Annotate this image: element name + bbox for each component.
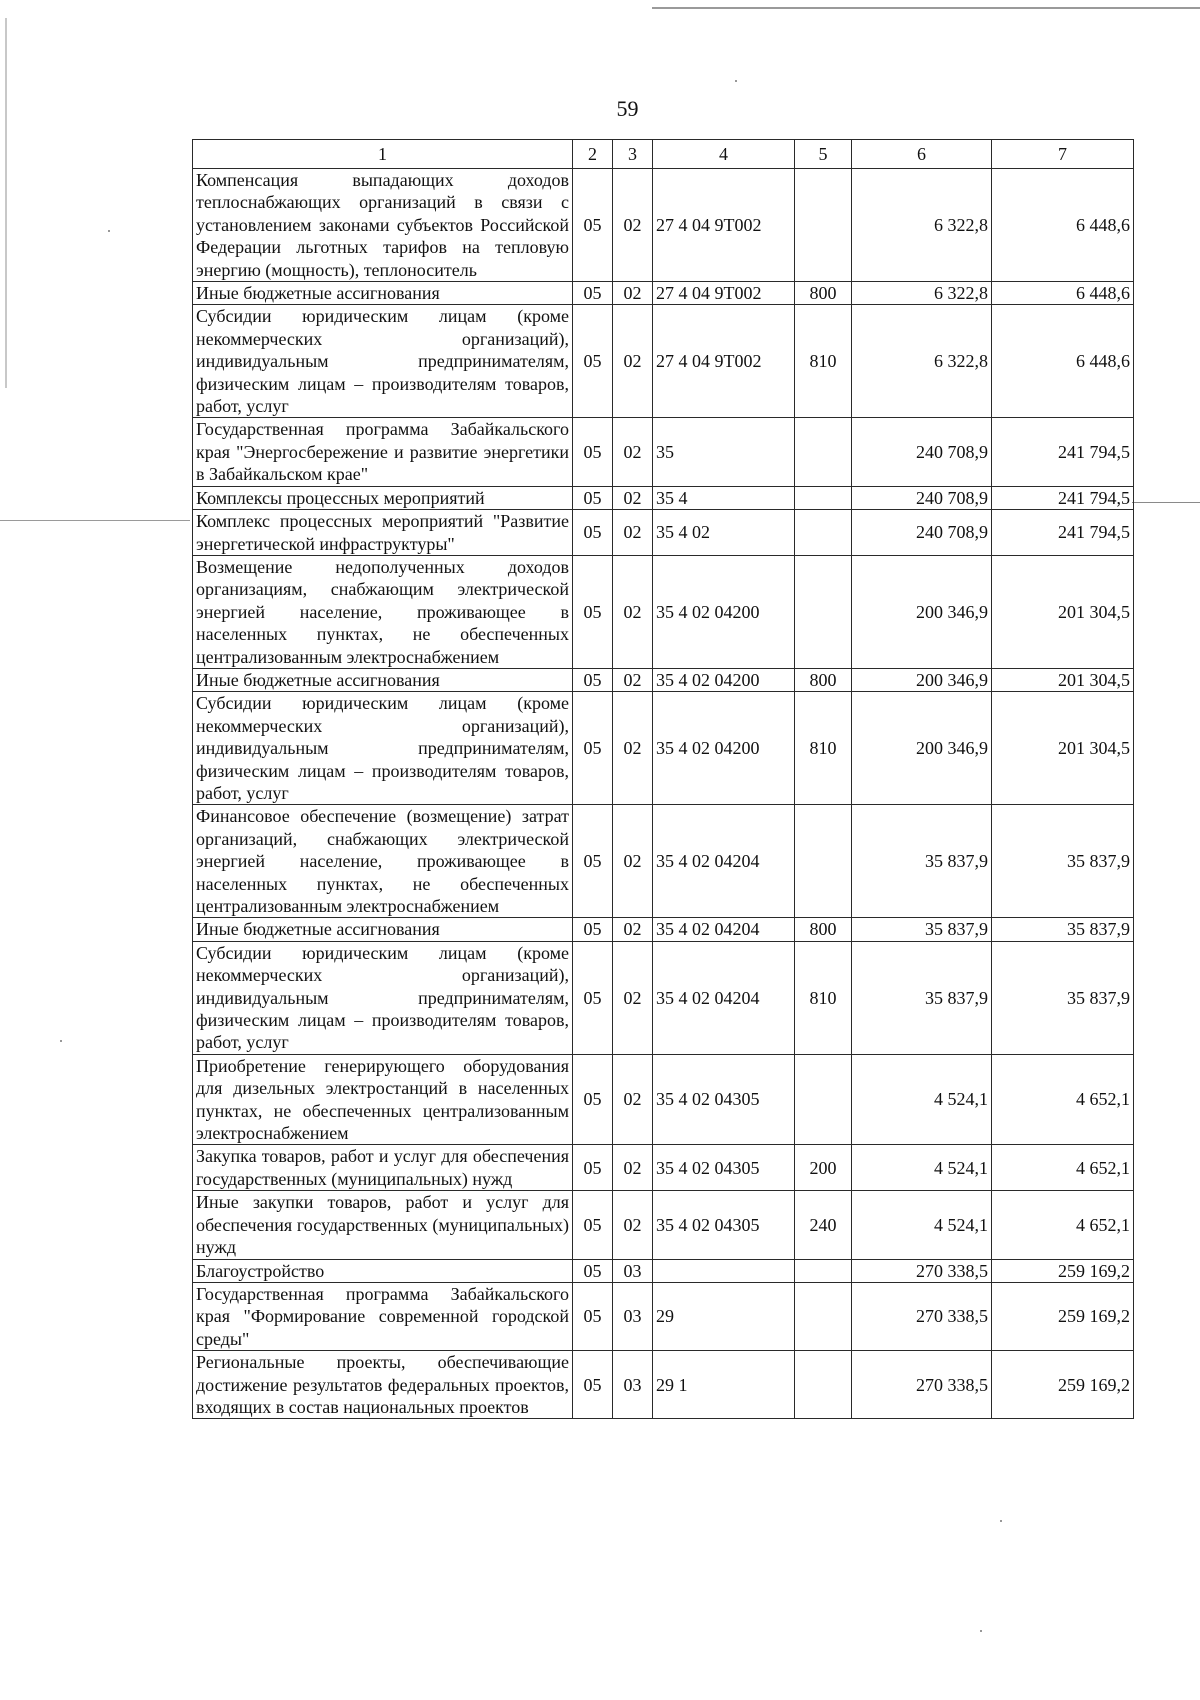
page-number: 59: [616, 96, 639, 121]
row-amount-year1: 240 708,9: [852, 510, 992, 556]
row-amount-year2: 201 304,5: [992, 555, 1134, 668]
table-row: [193, 1054, 1134, 1145]
row-amount-year1: 200 346,9: [852, 692, 992, 805]
header-cell: 4: [653, 140, 795, 169]
row-amount-year1: 270 338,5: [852, 1259, 992, 1282]
row-amount-year1: 270 338,5: [852, 1351, 992, 1419]
row-target-article: 35 4 02 04204: [653, 918, 795, 941]
table-row: [193, 941, 1134, 1054]
row-expense-type: [795, 169, 852, 282]
row-amount-year2: 259 169,2: [992, 1351, 1134, 1419]
row-expense-type: [795, 510, 852, 556]
row-amount-year2: 259 169,2: [992, 1259, 1134, 1282]
table-row: [193, 805, 1134, 918]
row-name: Возмещение недополученных доходов организациям, снабжающим электрической энергией население, проживающее в населенных пунктах, не обеспеченных централизованным электроснабжением: [193, 555, 573, 668]
row-amount-year1: 35 837,9: [852, 918, 992, 941]
row-amount-year2: 4 652,1: [992, 1191, 1134, 1259]
row-expense-type: 800: [795, 282, 852, 305]
row-expense-type: 810: [795, 692, 852, 805]
scan-artifact-line: [1132, 502, 1200, 503]
row-name: Субсидии юридическим лицам (кроме некоммерческих организаций), индивидуальным предпринимателям, физическим лицам – производителям товаров, работ, услуг: [193, 692, 573, 805]
row-expense-type: [795, 418, 852, 486]
header-cell: 5: [795, 140, 852, 169]
row-amount-year2: 35 837,9: [992, 941, 1134, 1054]
scan-artifact-line: [5, 18, 7, 388]
row-amount-year2: 6 448,6: [992, 282, 1134, 305]
row-subsection: 02: [613, 918, 653, 941]
table-row: [193, 169, 1134, 282]
row-target-article: 35 4 02: [653, 510, 795, 556]
header-cell: 2: [573, 140, 613, 169]
row-section: 05: [573, 941, 613, 1054]
row-section: 05: [573, 668, 613, 691]
row-name: Финансовое обеспечение (возмещение) затрат организаций, снабжающих электрической энергией население, проживающее в населенных пунктах, не обеспеченных централизованным электроснабжением: [193, 805, 573, 918]
row-amount-year1: 4 524,1: [852, 1191, 992, 1259]
budget-table: [192, 139, 1134, 1419]
table-row: [193, 555, 1134, 668]
row-expense-type: [795, 805, 852, 918]
row-amount-year1: 270 338,5: [852, 1282, 992, 1350]
row-subsection: 02: [613, 282, 653, 305]
row-target-article: 35 4 02 04305: [653, 1054, 795, 1145]
row-subsection: 02: [613, 1054, 653, 1145]
row-name: Компенсация выпадающих доходов теплоснабжающих организаций в связи с установлением законами субъектов Российской Федерации льготных тарифов на тепловую энергию (мощность), теплоноситель: [193, 169, 573, 282]
row-name: Благоустройство: [193, 1259, 573, 1282]
row-subsection: 02: [613, 668, 653, 691]
row-target-article: [653, 1259, 795, 1282]
row-expense-type: [795, 1282, 852, 1350]
row-section: 05: [573, 805, 613, 918]
row-name: Государственная программа Забайкальского края "Формирование современной городской среды": [193, 1282, 573, 1350]
row-section: 05: [573, 486, 613, 509]
scan-speck: [735, 80, 737, 82]
row-name: Иные бюджетные ассигнования: [193, 918, 573, 941]
row-section: 05: [573, 555, 613, 668]
row-target-article: 27 4 04 9Т002: [653, 282, 795, 305]
header-cell: 7: [992, 140, 1134, 169]
table-header-row: [193, 140, 1134, 169]
row-expense-type: 800: [795, 918, 852, 941]
row-name: Закупка товаров, работ и услуг для обеспечения государственных (муниципальных) нужд: [193, 1145, 573, 1191]
row-subsection: 02: [613, 418, 653, 486]
row-expense-type: [795, 555, 852, 668]
header-cell: 6: [852, 140, 992, 169]
row-expense-type: 800: [795, 668, 852, 691]
scan-artifact-line: [652, 7, 1200, 9]
row-target-article: 35 4 02 04200: [653, 668, 795, 691]
row-amount-year1: 6 322,8: [852, 305, 992, 418]
row-target-article: 29: [653, 1282, 795, 1350]
row-section: 05: [573, 692, 613, 805]
row-amount-year2: 6 448,6: [992, 169, 1134, 282]
row-amount-year2: 4 652,1: [992, 1145, 1134, 1191]
row-name: Комплексы процессных мероприятий: [193, 486, 573, 509]
row-amount-year1: 35 837,9: [852, 805, 992, 918]
row-section: 05: [573, 1191, 613, 1259]
row-subsection: 02: [613, 1145, 653, 1191]
row-amount-year1: 4 524,1: [852, 1145, 992, 1191]
row-amount-year2: 35 837,9: [992, 805, 1134, 918]
row-amount-year2: 35 837,9: [992, 918, 1134, 941]
scan-speck: [108, 230, 110, 232]
row-name: Региональные проекты, обеспечивающие достижение результатов федеральных проектов, входящих в состав национальных проектов: [193, 1351, 573, 1419]
scan-speck: [980, 1630, 982, 1632]
row-amount-year1: 6 322,8: [852, 169, 992, 282]
row-section: 05: [573, 282, 613, 305]
row-amount-year2: 201 304,5: [992, 692, 1134, 805]
row-subsection: 02: [613, 305, 653, 418]
row-name: Иные бюджетные ассигнования: [193, 668, 573, 691]
row-name: Государственная программа Забайкальского края "Энергосбережение и развитие энергетики в Забайкальском крае": [193, 418, 573, 486]
row-amount-year2: 241 794,5: [992, 418, 1134, 486]
row-name: Комплекс процессных мероприятий "Развитие энергетической инфраструктуры": [193, 510, 573, 556]
row-amount-year1: 200 346,9: [852, 668, 992, 691]
row-subsection: 03: [613, 1351, 653, 1419]
table-row: [193, 692, 1134, 805]
row-subsection: 02: [613, 555, 653, 668]
row-amount-year1: 240 708,9: [852, 486, 992, 509]
row-section: 05: [573, 510, 613, 556]
row-target-article: 27 4 04 9Т002: [653, 169, 795, 282]
row-expense-type: 200: [795, 1145, 852, 1191]
table-row: [193, 1282, 1134, 1350]
row-target-article: 35 4 02 04204: [653, 805, 795, 918]
row-target-article: 35 4 02 04204: [653, 941, 795, 1054]
row-target-article: 35 4 02 04200: [653, 555, 795, 668]
table-row: [193, 282, 1134, 305]
table-row: [193, 1351, 1134, 1419]
table-row: [193, 918, 1134, 941]
row-expense-type: 240: [795, 1191, 852, 1259]
row-section: 05: [573, 1351, 613, 1419]
row-target-article: 29 1: [653, 1351, 795, 1419]
row-subsection: 02: [613, 941, 653, 1054]
row-expense-type: 810: [795, 941, 852, 1054]
table-row: [193, 418, 1134, 486]
row-subsection: 02: [613, 486, 653, 509]
row-amount-year2: 241 794,5: [992, 486, 1134, 509]
table-row: [193, 1191, 1134, 1259]
row-section: 05: [573, 305, 613, 418]
row-amount-year1: 6 322,8: [852, 282, 992, 305]
row-amount-year1: 200 346,9: [852, 555, 992, 668]
table-row: [193, 1145, 1134, 1191]
row-section: 05: [573, 1259, 613, 1282]
row-target-article: 35 4 02 04305: [653, 1145, 795, 1191]
table-row: [193, 1259, 1134, 1282]
row-amount-year2: 6 448,6: [992, 305, 1134, 418]
row-section: 05: [573, 918, 613, 941]
row-subsection: 02: [613, 1191, 653, 1259]
row-name: Иные бюджетные ассигнования: [193, 282, 573, 305]
row-subsection: 02: [613, 805, 653, 918]
scan-speck: [1000, 1520, 1002, 1522]
row-name: Субсидии юридическим лицам (кроме некоммерческих организаций), индивидуальным предпринимателям, физическим лицам – производителям товаров, работ, услуг: [193, 941, 573, 1054]
row-expense-type: [795, 1054, 852, 1145]
header-cell: 1: [193, 140, 573, 169]
row-subsection: 02: [613, 510, 653, 556]
row-section: 05: [573, 1282, 613, 1350]
scan-speck: [60, 1040, 62, 1042]
row-target-article: 35 4 02 04200: [653, 692, 795, 805]
scan-artifact-line: [0, 520, 190, 521]
row-subsection: 02: [613, 169, 653, 282]
row-target-article: 35 4: [653, 486, 795, 509]
row-amount-year2: 241 794,5: [992, 510, 1134, 556]
table-row: [193, 510, 1134, 556]
row-amount-year2: 201 304,5: [992, 668, 1134, 691]
row-target-article: 27 4 04 9Т002: [653, 305, 795, 418]
table-row: [193, 486, 1134, 509]
row-amount-year2: 4 652,1: [992, 1054, 1134, 1145]
row-name: Приобретение генерирующего оборудования для дизельных электростанций в населенных пунктах, не обеспеченных централизованным электроснабжением: [193, 1054, 573, 1145]
row-name: Иные закупки товаров, работ и услуг для обеспечения государственных (муниципальных) нужд: [193, 1191, 573, 1259]
row-amount-year1: 240 708,9: [852, 418, 992, 486]
row-subsection: 03: [613, 1259, 653, 1282]
row-expense-type: [795, 1351, 852, 1419]
row-amount-year1: 35 837,9: [852, 941, 992, 1054]
row-subsection: 02: [613, 692, 653, 805]
table-row: [193, 305, 1134, 418]
row-section: 05: [573, 418, 613, 486]
row-subsection: 03: [613, 1282, 653, 1350]
row-expense-type: 810: [795, 305, 852, 418]
table-row: [193, 668, 1134, 691]
row-section: 05: [573, 1145, 613, 1191]
row-expense-type: [795, 486, 852, 509]
header-cell: 3: [613, 140, 653, 169]
row-target-article: 35: [653, 418, 795, 486]
row-amount-year2: 259 169,2: [992, 1282, 1134, 1350]
row-amount-year1: 4 524,1: [852, 1054, 992, 1145]
row-name: Субсидии юридическим лицам (кроме некоммерческих организаций), индивидуальным предпринимателям, физическим лицам – производителям товаров, работ, услуг: [193, 305, 573, 418]
row-section: 05: [573, 1054, 613, 1145]
row-expense-type: [795, 1259, 852, 1282]
row-section: 05: [573, 169, 613, 282]
row-target-article: 35 4 02 04305: [653, 1191, 795, 1259]
